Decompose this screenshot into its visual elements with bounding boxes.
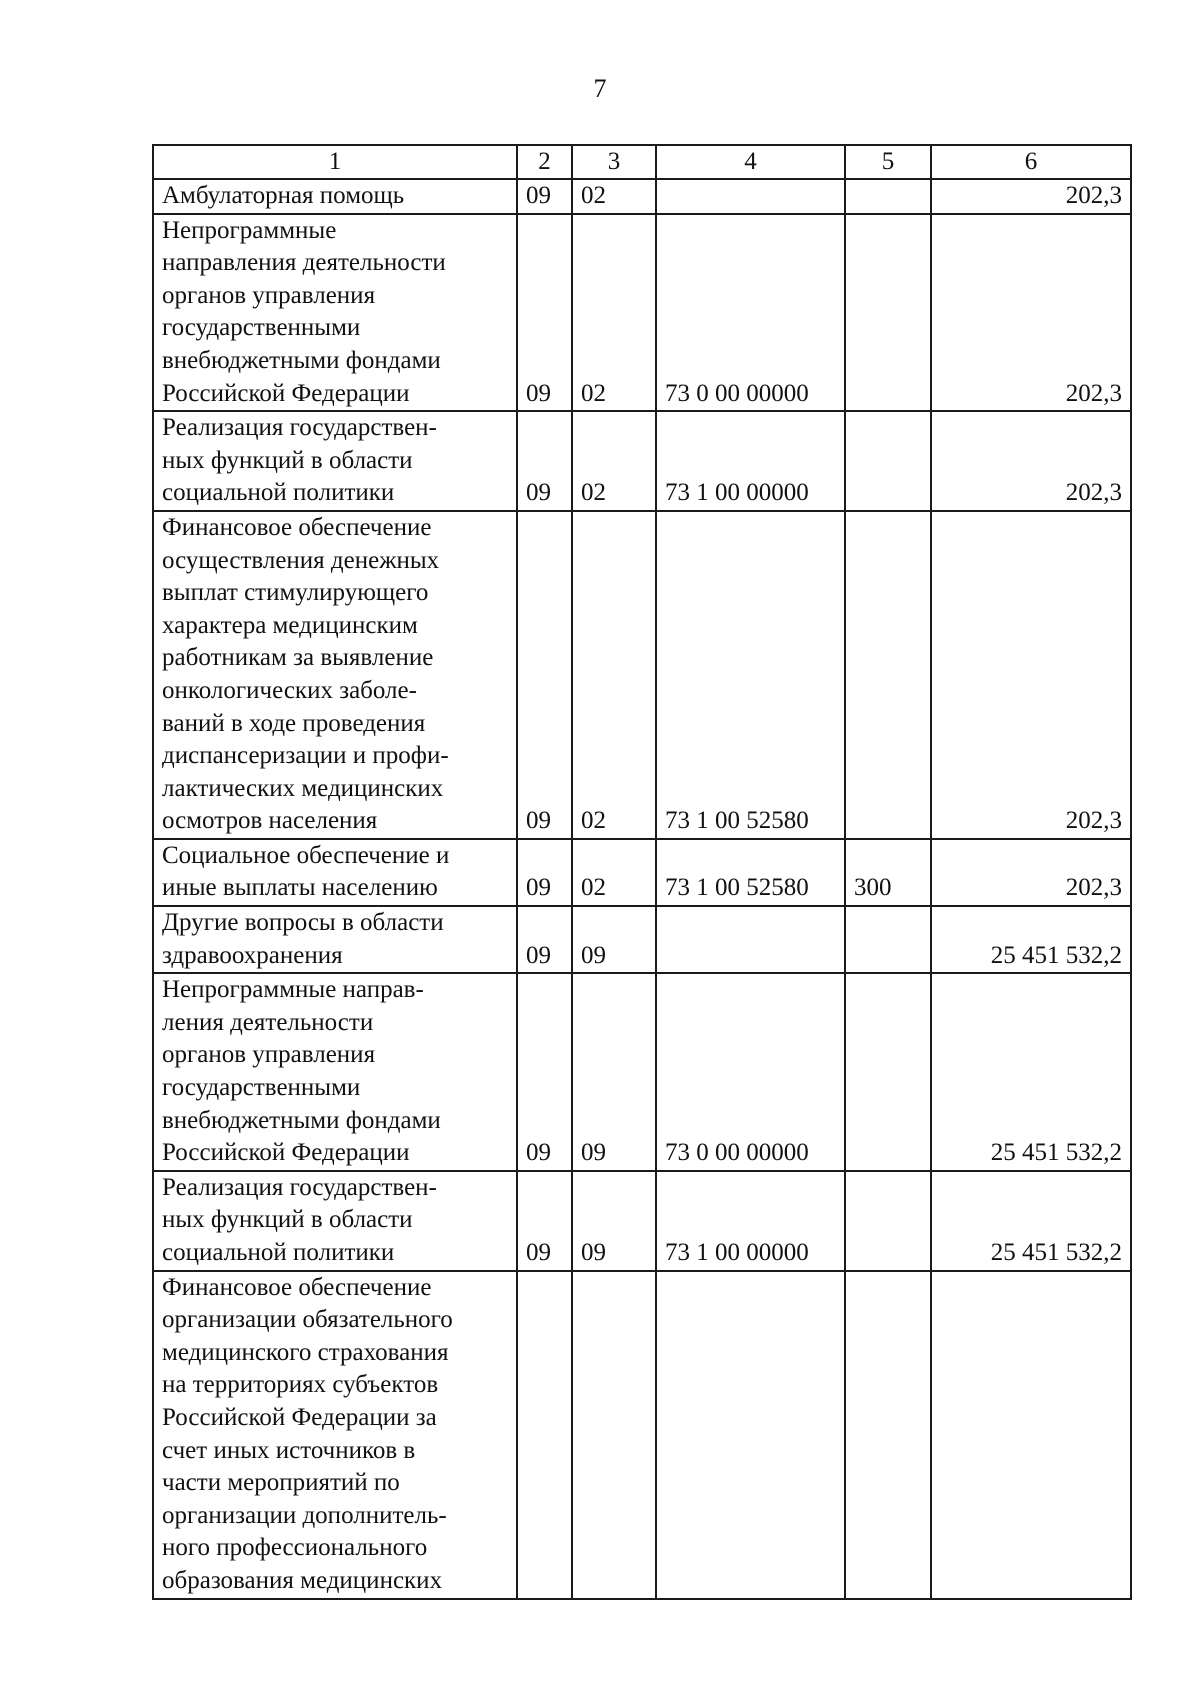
row-subsection-code: 02 <box>572 179 656 214</box>
row-name: Непрограммные направ- ления деятельности органов управления государственными внебюджетными фондами Российской Федерации <box>153 973 517 1171</box>
page-number: 7 <box>593 74 607 103</box>
row-subsection-code: 09 <box>572 1171 656 1271</box>
row-target-article-code: 73 1 00 00000 <box>656 411 845 511</box>
row-target-article-code <box>656 179 845 214</box>
row-target-article-code: 73 0 00 00000 <box>656 973 845 1171</box>
row-section-code: 09 <box>517 973 572 1171</box>
row-target-article-code: 73 1 00 52580 <box>656 511 845 839</box>
row-target-article-code <box>656 1271 845 1599</box>
row-name: Финансовое обеспечение осуществления денежных выплат стимулирующего характера медицинским работникам за выявление онкологических заболе- ваний в ходе проведения диспансеризации и профи- лактических медицинских осмотров населения <box>153 511 517 839</box>
row-subsection-code: 02 <box>572 411 656 511</box>
row-amount: 202,3 <box>931 839 1131 906</box>
row-section-code <box>517 1271 572 1599</box>
budget-table <box>152 144 1132 1600</box>
row-subsection-code: 02 <box>572 214 656 412</box>
column-header-2: 2 <box>517 145 572 179</box>
row-section-code: 09 <box>517 411 572 511</box>
column-header-3: 3 <box>572 145 656 179</box>
row-expense-type-code <box>845 411 931 511</box>
table-row <box>153 179 1131 214</box>
row-name: Реализация государствен- ных функций в области социальной политики <box>153 1171 517 1271</box>
header-row <box>153 145 1131 179</box>
row-target-article-code <box>656 906 845 973</box>
table-row <box>153 906 1131 973</box>
row-target-article-code: 73 1 00 00000 <box>656 1171 845 1271</box>
column-header-4: 4 <box>656 145 845 179</box>
row-section-code: 09 <box>517 839 572 906</box>
row-expense-type-code <box>845 511 931 839</box>
table-row <box>153 411 1131 511</box>
row-expense-type-code <box>845 179 931 214</box>
row-name: Реализация государствен- ных функций в области социальной политики <box>153 411 517 511</box>
row-expense-type-code <box>845 906 931 973</box>
column-header-5: 5 <box>845 145 931 179</box>
row-subsection-code: 09 <box>572 906 656 973</box>
row-name: Финансовое обеспечение организации обязательного медицинского страхования на территориях субъектов Российской Федерации за счет иных источников в части мероприятий по организации дополнитель- ного профессионального образования медицинских <box>153 1271 517 1599</box>
table-row <box>153 973 1131 1171</box>
row-section-code: 09 <box>517 179 572 214</box>
row-target-article-code: 73 0 00 00000 <box>656 214 845 412</box>
row-section-code: 09 <box>517 1171 572 1271</box>
row-subsection-code: 02 <box>572 511 656 839</box>
row-target-article-code: 73 1 00 52580 <box>656 839 845 906</box>
row-name: Социальное обеспечение и иные выплаты населению <box>153 839 517 906</box>
row-name: Непрограммные направления деятельности органов управления государственными внебюджетными фондами Российской Федерации <box>153 214 517 412</box>
row-expense-type-code: 300 <box>845 839 931 906</box>
table-row <box>153 214 1131 412</box>
row-expense-type-code <box>845 1271 931 1599</box>
row-amount: 25 451 532,2 <box>931 906 1131 973</box>
row-expense-type-code <box>845 214 931 412</box>
row-expense-type-code <box>845 973 931 1171</box>
row-amount: 202,3 <box>931 214 1131 412</box>
table-row <box>153 1171 1131 1271</box>
row-amount: 202,3 <box>931 411 1131 511</box>
row-subsection-code: 09 <box>572 973 656 1171</box>
column-header-6: 6 <box>931 145 1131 179</box>
row-subsection-code <box>572 1271 656 1599</box>
row-section-code: 09 <box>517 214 572 412</box>
row-amount: 25 451 532,2 <box>931 1171 1131 1271</box>
row-name: Другие вопросы в области здравоохранения <box>153 906 517 973</box>
column-header-1: 1 <box>153 145 517 179</box>
row-amount <box>931 1271 1131 1599</box>
row-expense-type-code <box>845 1171 931 1271</box>
row-name: Амбулаторная помощь <box>153 179 517 214</box>
table-row <box>153 1271 1131 1599</box>
row-amount: 25 451 532,2 <box>931 973 1131 1171</box>
table-row <box>153 839 1131 906</box>
table-row <box>153 511 1131 839</box>
row-amount: 202,3 <box>931 511 1131 839</box>
row-section-code: 09 <box>517 906 572 973</box>
row-subsection-code: 02 <box>572 839 656 906</box>
row-amount: 202,3 <box>931 179 1131 214</box>
row-section-code: 09 <box>517 511 572 839</box>
